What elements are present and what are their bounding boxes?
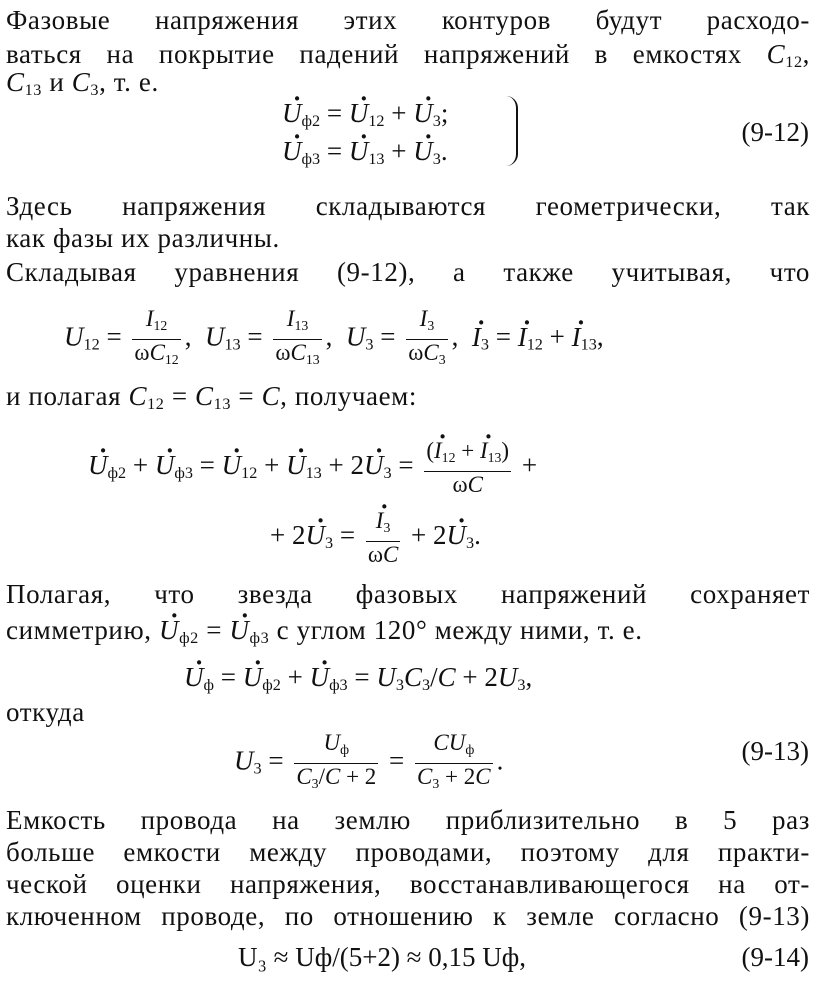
paragraph5-line4: ключенном проводе, по отношению к земле согласно (9-13) <box>6 901 810 931</box>
condition-line: и полагая $C_{12} = C_{13} = C$, получаем: <box>6 381 417 413</box>
conjunction-and: и <box>49 67 65 97</box>
symbol-c12: $C_{12}$, <box>766 39 810 71</box>
paragraph2-line2: как фазы их различны. <box>6 223 280 253</box>
paragraph5-line1: Емкость провода на землю приблизительно в 5 раз <box>6 805 810 835</box>
equation-9-12-row1: · $U_{ф2}$ = · $U_{12}$ + · $U_3$; <box>282 98 448 136</box>
phase-equation: · $U_ф$ = · $U_{ф2}$ + · $U_{ф3} = U_3C_3/C + 2U_3$, <box>184 662 532 700</box>
paragraph4-line1: Полагая, что звезда фазовых напряжений сохраняет <box>6 579 810 609</box>
symbol-c3: $C_3$ <box>71 67 100 99</box>
condition-suffix: , получаем: <box>280 381 417 411</box>
condition-prefix: и полагая <box>6 381 122 411</box>
paragraph1-line3-end: , т. е. <box>99 67 159 97</box>
word-otkuda: откуда <box>6 697 85 727</box>
equation-brace <box>506 96 518 166</box>
equation-9-12-row2: · $U_{ф3}$ = · $U_{13}$ + · $U_3$. <box>282 136 448 174</box>
equation-number-9-13: (9-13) <box>741 736 809 766</box>
sum-equation-row2: + $2\cdot U_3$ = · $\frac{I_3}{\omega C}$ + $2\cdot U_3$. <box>270 508 481 568</box>
sum-equation-row1: · $U_{ф2}$ + · $U_{ф3}$ = · $U_{12}$ + · $U_{13} + 2\cdot U_3$ = $\frac{(\cdot I_{12} + \cdot I_{13})}{\omega C}$ + <box>88 438 537 498</box>
paragraph4-line2-a: симметрию, <box>6 615 152 645</box>
equation-9-13: $U_3$ = $\frac{U_ф}{C_3/C + 2}$ = $\frac{CU_ф}{C_3 + 2C}$ . <box>234 730 503 797</box>
paragraph2-line1: Здесь напряжения складываются геометрически, так <box>6 191 810 221</box>
equation-9-14: U₃ ≈ Uф/(5+2) ≈ 0,15 Uф, <box>238 942 526 972</box>
relations-equation: $U_{12}$ = $\frac{I_{12}}{\omega C_{12}}$ , $U_{13}$ = $\frac{I_{13}}{\omega C_{13}}$ , $U_3$ = $\frac{I_3}{\omega C_3}$ , · $I_3$ = · $I_{12}$ + · $I_{13}$, <box>64 306 604 373</box>
equation-number-9-12: (9-12) <box>741 117 809 147</box>
paragraph4-line2: симметрию, · $U_{ф2}$ = · $U_{ф3}$ с углом 120° между ними, т. е. <box>6 614 810 654</box>
symbol-c13: $C_{13}$ <box>6 67 42 99</box>
paragraph5-line2: больше емкости между проводами, поэтому для практи- <box>6 837 810 867</box>
paragraph1-line1: Фазовые напряжения этих контуров будут расходо- <box>6 5 810 35</box>
paragraph1-line2-text: ваться на покрытие падений напряжений в емкостях <box>6 39 742 69</box>
paragraph4-line2-b: с углом 120° между ними, т. е. <box>276 615 643 645</box>
paragraph3-line1: Складывая уравнения (9-12), а также учитывая, что <box>6 257 810 287</box>
paragraph5-line3: ческой оценки напряжения, восстанавливающегося на от- <box>6 869 810 899</box>
equation-number-9-14: (9-14) <box>741 942 809 972</box>
